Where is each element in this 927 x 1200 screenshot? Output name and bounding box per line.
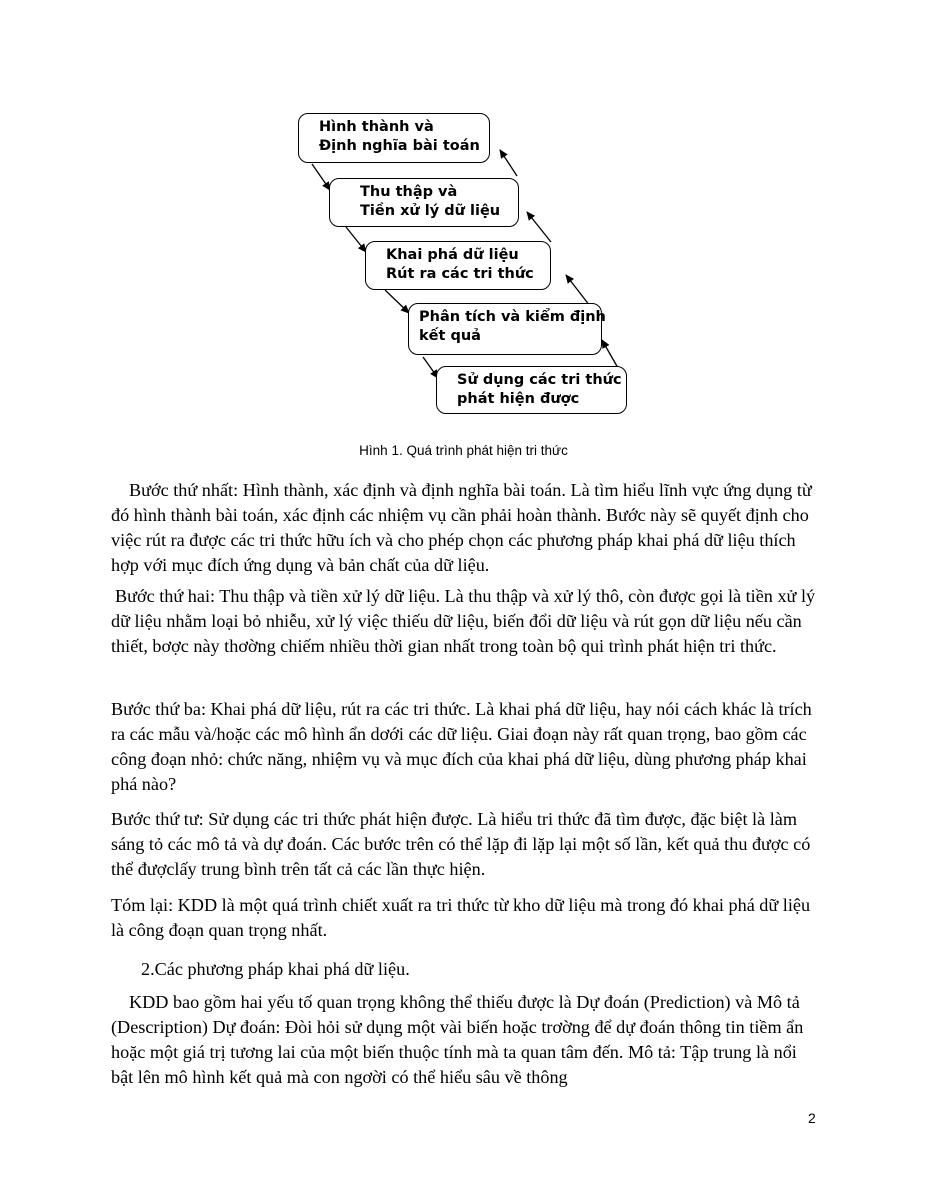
step-box-4 — [408, 303, 606, 355]
step-box-5 — [436, 366, 627, 414]
paragraph-step-4: Bước thứ tư: Sử dụng các tri thức phát hiện được. Là hiểu tri thức đã tìm được, đặc biệt là làm sáng tỏ các mô tả và dự đoán. Các bước trên có thể lặp đi lặp lại một số lần, kết quả thu được có thể đượclấy trung bình trên tất cả các lần thực hiện. — [111, 809, 811, 879]
paragraph-summary: Tóm lại: KDD là một quá trình chiết xuất ra tri thức từ kho dữ liệu mà trong đó khai phá dữ liệu là công đoạn quan trọng nhất. — [111, 895, 811, 940]
paragraph-step-1: Bước thứ nhất: Hình thành, xác định và định nghĩa bài toán. Là tìm hiểu lĩnh vực ứng dụng từ đó hình thành bài toán, xác định các nhiệm vụ cần phải hoàn thành. Bước này sẽ quyết định cho việc rút ra được các tri thức hữu ích và cho phép chọn các phương pháp khai phá dữ liệu thích hợp với mục đích ứng dụng và bản chất của dữ liệu. — [111, 480, 812, 575]
step-3-line1: Khai phá dữ liệu — [386, 247, 519, 263]
section-heading: 2.Các phương pháp khai phá dữ liệu. — [141, 959, 410, 979]
arrow-down-3 — [385, 290, 409, 313]
step-2-line2: Tiền xử lý dữ liệu — [360, 203, 501, 219]
step-1-line1: Hình thành và — [319, 119, 434, 135]
arrow-down-1 — [312, 164, 330, 190]
step-3-line2: Rút ra các tri thức — [386, 266, 534, 282]
kdd-process-figure — [0, 0, 927, 440]
step-box-2 — [329, 178, 519, 227]
step-1-line2: Định nghĩa bài toán — [319, 138, 480, 154]
arrow-up-1 — [500, 150, 517, 176]
arrow-down-2 — [346, 227, 366, 252]
step-box-1 — [298, 113, 490, 163]
arrow-up-3 — [566, 275, 590, 306]
step-box-3 — [365, 241, 551, 290]
arrow-up-2 — [527, 212, 551, 242]
paragraph-kdd: KDD bao gồm hai yếu tố quan trọng không thể thiếu được là Dự đoán (Prediction) và Mô tả (Description) Dự đoán: Đòi hỏi sử dụng một vài biến hoặc trơờng để dự đoán thông tin tiềm ẩn hoặc một giá trị tương lai của một biến thuộc tính mà ta quan tâm đến. Mô tả: Tập trung là nổi bật lên mô hình kết quả mà con ngơời có thể hiểu sâu về thông — [111, 992, 804, 1087]
paragraph-step-3: Bước thứ ba: Khai phá dữ liệu, rút ra các tri thức. Là khai phá dữ liệu, hay nói cách khác là trích ra các mẫu và/hoặc các mô hình ẩn dơới các dữ liệu. Giai đoạn này rất quan trọng, bao gồm các công đoạn nhỏ: chức năng, nhiệm vụ và mục đích của khai phá dữ liệu, dùng phương pháp khai phá nào? — [111, 699, 812, 794]
step-4-line1: Phân tích và kiểm định — [419, 309, 606, 325]
step-5-line2: phát hiện được — [457, 391, 580, 407]
step-4-line2: kết quả — [419, 328, 481, 344]
figure-caption: Hình 1. Quá trình phát hiện tri thức — [359, 443, 568, 458]
paragraph-step-2: Bước thứ hai: Thu thập và tiền xử lý dữ liệu. Là thu thập và xử lý thô, còn được gọi là tiền xử lý dữ liệu nhằm loại bỏ nhiễu, xử lý việc thiếu dữ liệu, biến đổi dữ liệu và rút gọn dữ liệu nếu cần thiết, bơợc này thơờng chiếm nhiều thời gian nhất trong toàn bộ qui trình phát hiện tri thức. — [111, 586, 816, 656]
arrow-up-4 — [602, 340, 618, 368]
step-5-line1: Sử dụng các tri thức — [457, 372, 622, 388]
step-2-line1: Thu thập và — [360, 184, 458, 200]
page-number: 2 — [808, 1110, 816, 1126]
